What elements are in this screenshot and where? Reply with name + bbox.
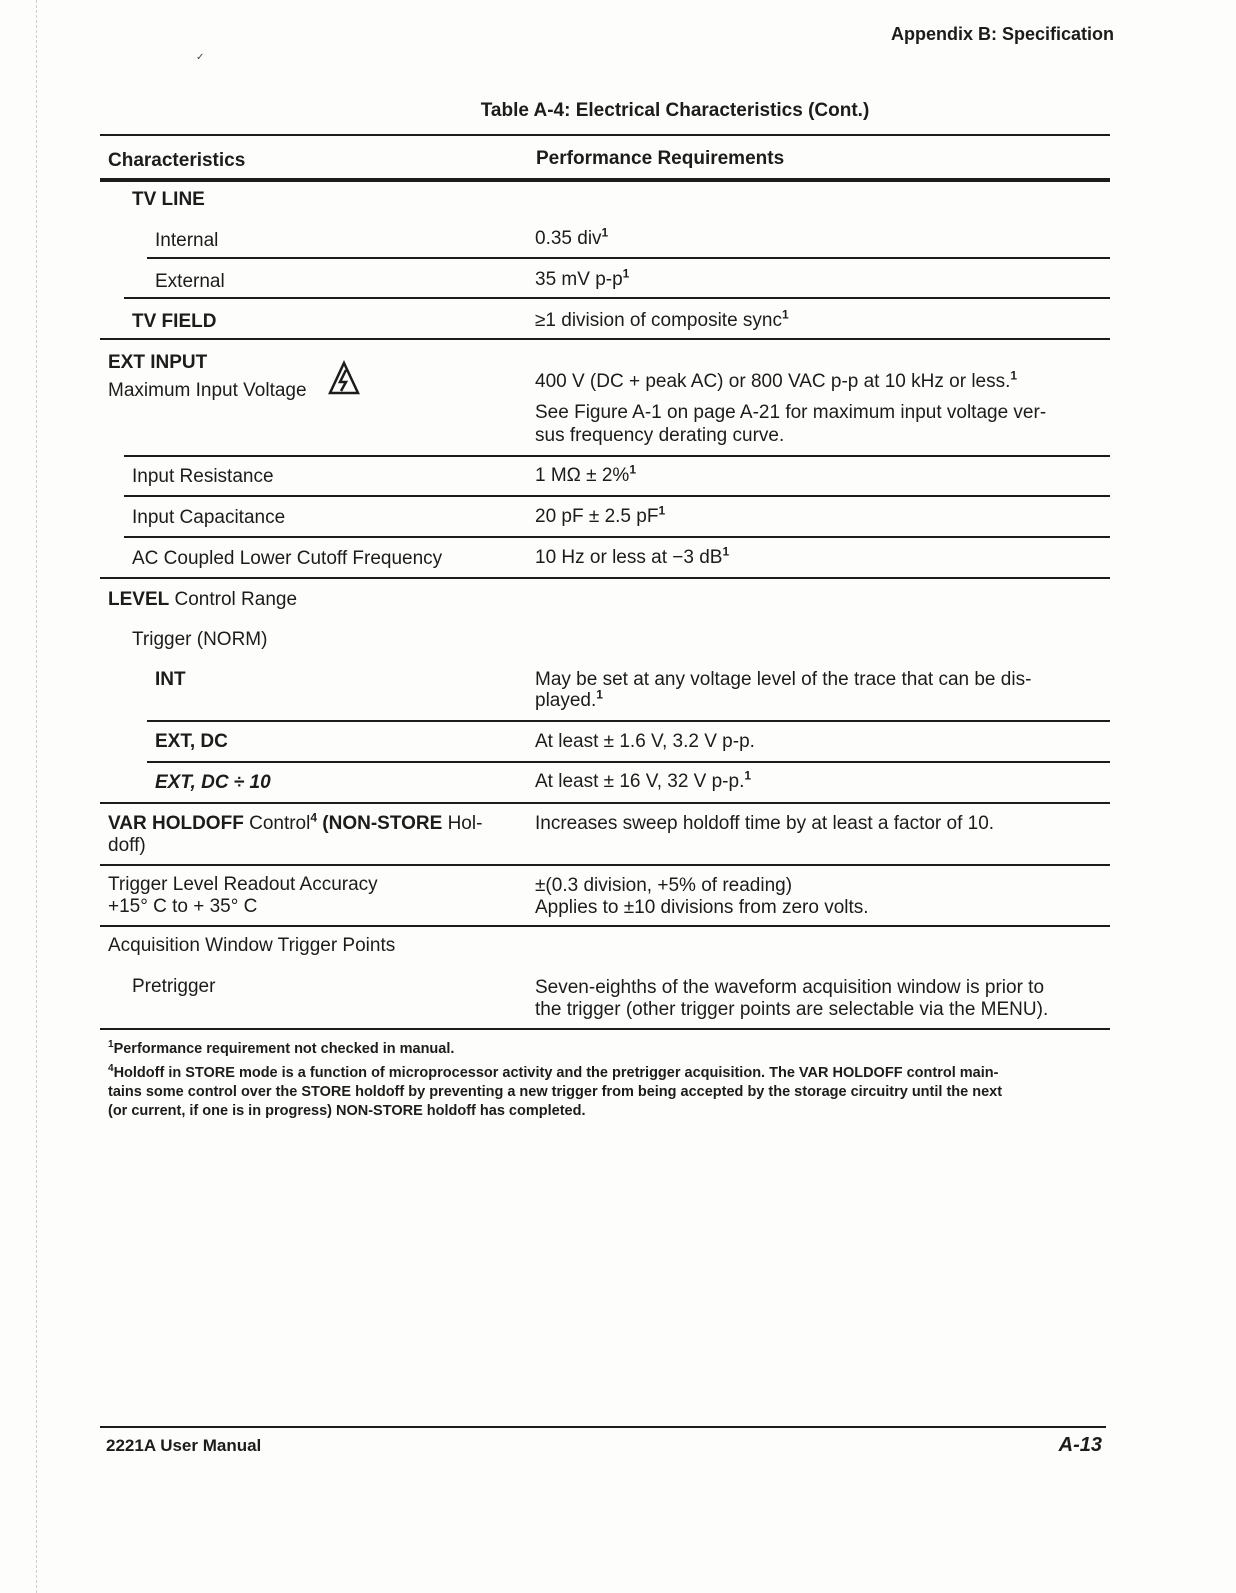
row-label-acq-window: Acquisition Window Trigger Points bbox=[108, 935, 396, 956]
row-rule bbox=[124, 297, 1110, 299]
row-label-internal: Internal bbox=[155, 230, 219, 251]
row-note-derating-2: sus frequency derating curve. bbox=[535, 425, 785, 446]
row-label-ac-cutoff: AC Coupled Lower Cutoff Frequency bbox=[132, 548, 443, 569]
row-label-trigger-readout-2: +15° C to + 35° C bbox=[108, 896, 258, 917]
row-label-var-holdoff: VAR HOLDOFF Control$^4$ (NON-STORE Hol- doff) bbox=[108, 810, 483, 856]
footnote-1: $^1$Performance requirement not checked in manual. bbox=[108, 1039, 455, 1057]
row-value-input-capacitance: 20 pF ± 2.5 $pF^1$ bbox=[535, 503, 666, 527]
row-value-var-holdoff: Increases sweep holdoff time by at least a factor of 10. bbox=[535, 813, 995, 834]
row-rule bbox=[124, 455, 1110, 457]
row-rule bbox=[100, 577, 1110, 579]
row-value-tvfield: ≥1 division of composite sync$^1$ bbox=[535, 307, 789, 331]
table-bottom-rule bbox=[100, 1028, 1110, 1030]
row-value-trigger-readout-2: Applies to ±10 divisions from zero volts. bbox=[535, 897, 869, 918]
row-rule bbox=[100, 338, 1110, 340]
row-value-int-1: May be set at any voltage level of the trace that can be dis- bbox=[535, 669, 1032, 690]
row-rule bbox=[100, 802, 1110, 804]
footer-page-number: A-13 bbox=[1058, 1434, 1102, 1456]
row-rule bbox=[147, 761, 1110, 763]
table-top-rule bbox=[100, 134, 1110, 136]
row-rule bbox=[147, 257, 1110, 259]
row-value-external: 35 mV $p-p^1$ bbox=[535, 266, 630, 290]
row-label-input-resistance: Input Resistance bbox=[132, 466, 274, 487]
row-value-ext-dc-10: At least ± 16 V, 32 V p-p.$^1$ bbox=[535, 768, 752, 792]
column-header-performance: Performance Requirements bbox=[536, 148, 785, 169]
row-value-int-2: played.$^1$ bbox=[535, 687, 603, 711]
row-value-trigger-readout-1: ±(0.3 division, +5% of reading) bbox=[535, 875, 793, 896]
footer-manual-title: 2221A User Manual bbox=[106, 1436, 262, 1455]
footnote-4: $^4$Holdoff in STORE mode is a function of microprocessor activity and the pretrigger acquisition. The VAR HOLDOFF control main- tains some control over the STORE holdoff by preventing a new trigger from being accepted by the storage circuitry until the next (or current, if one is in progress) NON-STORE holdoff has completed. bbox=[108, 1063, 1003, 1119]
row-label-ext-dc-10: EXT, DC ÷ 10 bbox=[155, 772, 271, 793]
row-label-trigger-readout-1: Trigger Level Readout Accuracy bbox=[108, 874, 378, 895]
row-label-level: LEVEL Control Range bbox=[108, 589, 298, 610]
row-rule bbox=[100, 925, 1110, 927]
row-label-tvline: TV LINE bbox=[132, 189, 205, 210]
row-label-tvfield: TV FIELD bbox=[132, 311, 217, 332]
row-label-input-capacitance: Input Capacitance bbox=[132, 507, 286, 528]
row-value-internal: 0.35 div$^1$ bbox=[535, 225, 609, 249]
row-label-ext-dc: EXT, DC bbox=[155, 731, 228, 752]
row-rule bbox=[100, 864, 1110, 866]
row-rule bbox=[124, 536, 1110, 538]
scan-speck: ✓ bbox=[196, 52, 205, 63]
row-value-pretrigger-1: Seven-eighths of the waveform acquisition window is prior to bbox=[535, 977, 1045, 998]
row-label-trigger-norm: Trigger (NORM) bbox=[132, 629, 268, 650]
row-rule bbox=[147, 720, 1110, 722]
row-rule bbox=[124, 495, 1110, 497]
row-label-pretrigger: Pretrigger bbox=[132, 976, 216, 997]
binding-edge bbox=[36, 0, 38, 1593]
row-note-derating-1: See Figure A-1 on page A-21 for maximum input voltage ver- bbox=[535, 402, 1047, 423]
column-header-characteristics: Characteristics bbox=[108, 150, 246, 171]
section-header: Appendix B: Specification bbox=[890, 24, 1114, 44]
row-value-max-input-voltage: 400 V (DC + peak AC) or 800 VAC p-p at 10 kHz or less.$^1$ bbox=[535, 368, 1018, 392]
row-label-int: INT bbox=[155, 669, 186, 690]
row-label-external: External bbox=[155, 271, 225, 292]
warning-triangle-icon bbox=[327, 360, 361, 396]
row-value-ac-cutoff: 10 Hz or less at −3 $dB^1$ bbox=[535, 544, 730, 568]
row-label-max-input-voltage: Maximum Input Voltage bbox=[108, 380, 307, 401]
footer-rule bbox=[100, 1426, 1106, 1428]
table-title: Table A-4: Electrical Characteristics (Cont.) bbox=[480, 100, 870, 121]
header-bottom-rule bbox=[100, 178, 1110, 182]
row-value-ext-dc: At least ± 1.6 V, 3.2 V p-p. bbox=[535, 731, 755, 752]
row-label-extinput: EXT INPUT bbox=[108, 352, 208, 373]
row-value-input-resistance: 1 MΩ ± 2%$^1$ bbox=[535, 462, 637, 486]
row-value-pretrigger-2: the trigger (other trigger points are selectable via the MENU). bbox=[535, 999, 1049, 1020]
